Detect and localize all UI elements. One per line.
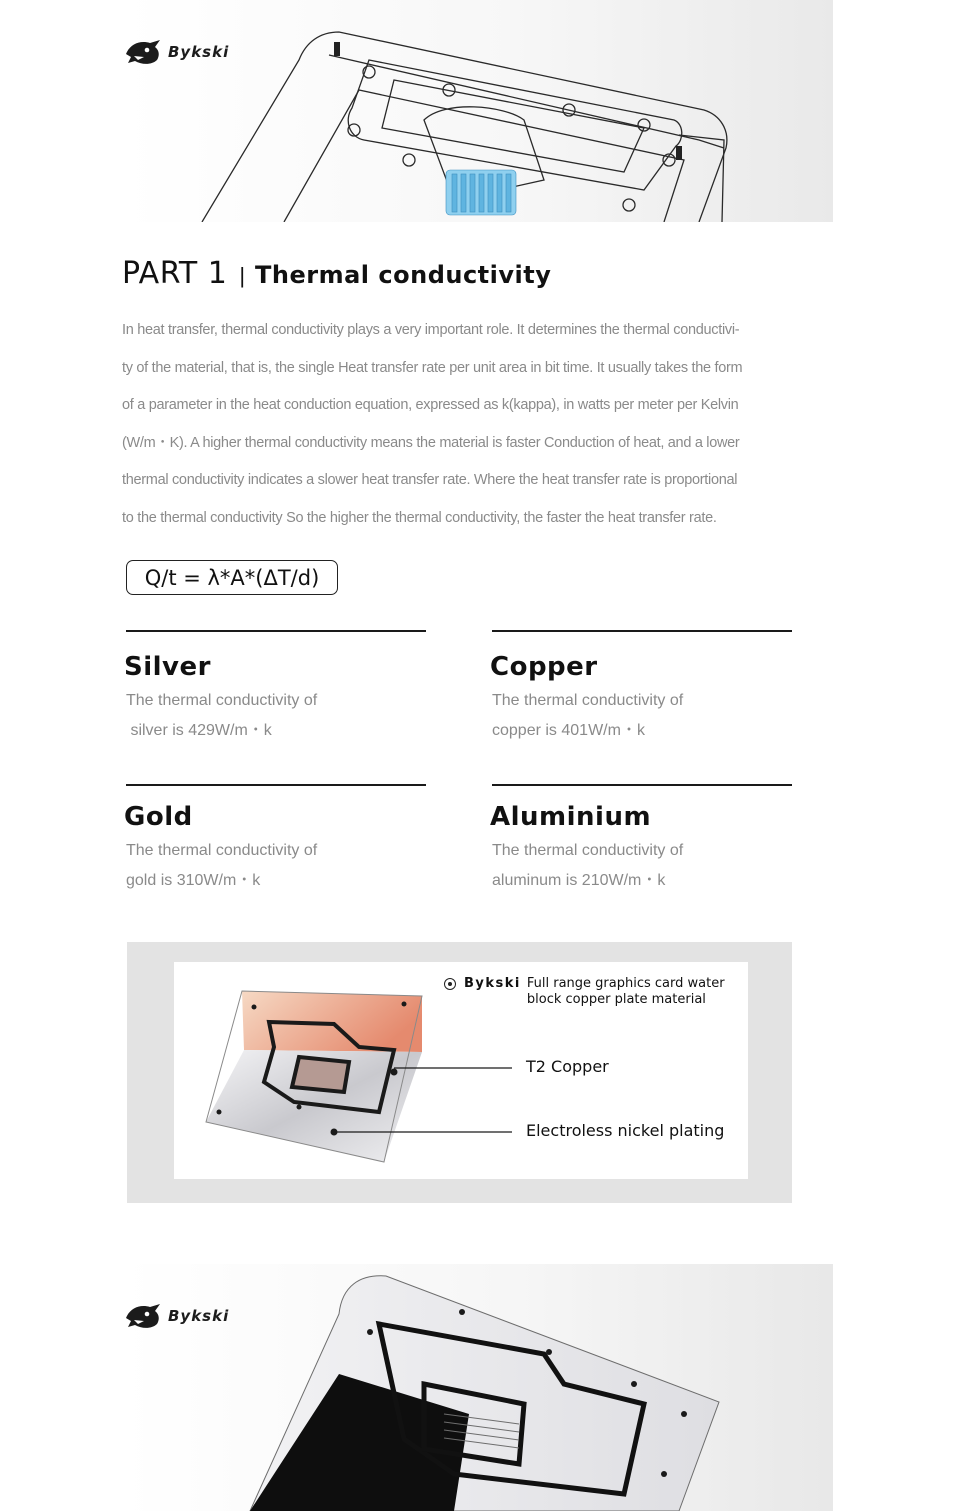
bullet-icon — [444, 978, 456, 990]
section-title — [122, 256, 551, 291]
logo-wordmark: Bykski — [168, 43, 230, 61]
metal-name: Gold — [124, 802, 193, 832]
logo-wordmark: Bykski — [168, 1307, 230, 1325]
plate-material-panel — [127, 942, 792, 1203]
metal-desc-line: The thermal conductivity of — [492, 692, 684, 709]
hero-image-top — [124, 0, 833, 222]
metal-card-copper — [492, 630, 792, 746]
metal-name: Silver — [124, 652, 211, 682]
part-number: PART 1 — [122, 256, 228, 291]
metal-desc-line: The thermal conductivity of — [126, 842, 318, 859]
metal-description — [126, 686, 356, 746]
intro-line: In heat transfer, thermal conductivity plays a very important role. It determines the thermal conductivi- — [122, 322, 740, 338]
metal-desc-line: gold is 310W/m・k — [126, 872, 261, 889]
part-name: Thermal conductivity — [255, 261, 552, 289]
hero-image-bottom — [124, 1264, 833, 1511]
metal-card-silver — [126, 630, 426, 746]
formula-box: Q/t = λ*A*(ΔT/d) — [126, 560, 338, 595]
panel-brand: Bykski — [464, 976, 521, 991]
callout-t2-copper: T2 Copper — [526, 1057, 609, 1076]
intro-paragraph — [122, 312, 798, 538]
panel-heading — [444, 976, 747, 1008]
divider — [492, 630, 792, 632]
metal-desc-line: The thermal conductivity of — [126, 692, 318, 709]
metal-desc-line: aluminum is 210W/m・k — [492, 872, 666, 889]
metal-desc-line: copper is 401W/m・k — [492, 722, 645, 739]
title-separator: | — [239, 263, 246, 288]
divider — [492, 784, 792, 786]
metal-description — [492, 686, 722, 746]
callout-nickel-plating: Electroless nickel plating — [526, 1121, 725, 1140]
panel-heading-text: Full range graphics card water block copper plate material — [526, 976, 725, 1007]
metal-name: Copper — [490, 652, 598, 682]
metal-description — [126, 836, 356, 896]
divider — [126, 630, 426, 632]
metal-name: Aluminium — [490, 802, 652, 832]
intro-line: (W/m・K). A higher thermal conductivity means the material is faster Conduction of heat, and a lower — [122, 434, 740, 451]
metal-desc-line: silver is 429W/m・k — [126, 722, 272, 739]
intro-line: of a parameter in the heat conduction equation, expressed as k(kappa), in watts per meter per Kelvin — [122, 397, 739, 414]
metal-desc-line: The thermal conductivity of — [492, 842, 684, 859]
metal-description — [492, 836, 722, 896]
divider — [126, 784, 426, 786]
plate-diagram — [174, 962, 748, 1179]
water-block-plate-illustration — [124, 1264, 833, 1511]
intro-line: ty of the material, that is, the single Heat transfer rate per unit area in bit time. It usually takes the form — [122, 359, 743, 376]
metal-card-gold — [126, 784, 426, 896]
water-block-illustration — [124, 0, 833, 222]
intro-line: to the thermal conductivity So the higher the thermal conductivity, the faster the heat transfer rate. — [122, 509, 717, 526]
intro-line: thermal conductivity indicates a slower heat transfer rate. Where the heat transfer rate is proportional — [122, 472, 738, 489]
metal-card-aluminium — [492, 784, 792, 896]
